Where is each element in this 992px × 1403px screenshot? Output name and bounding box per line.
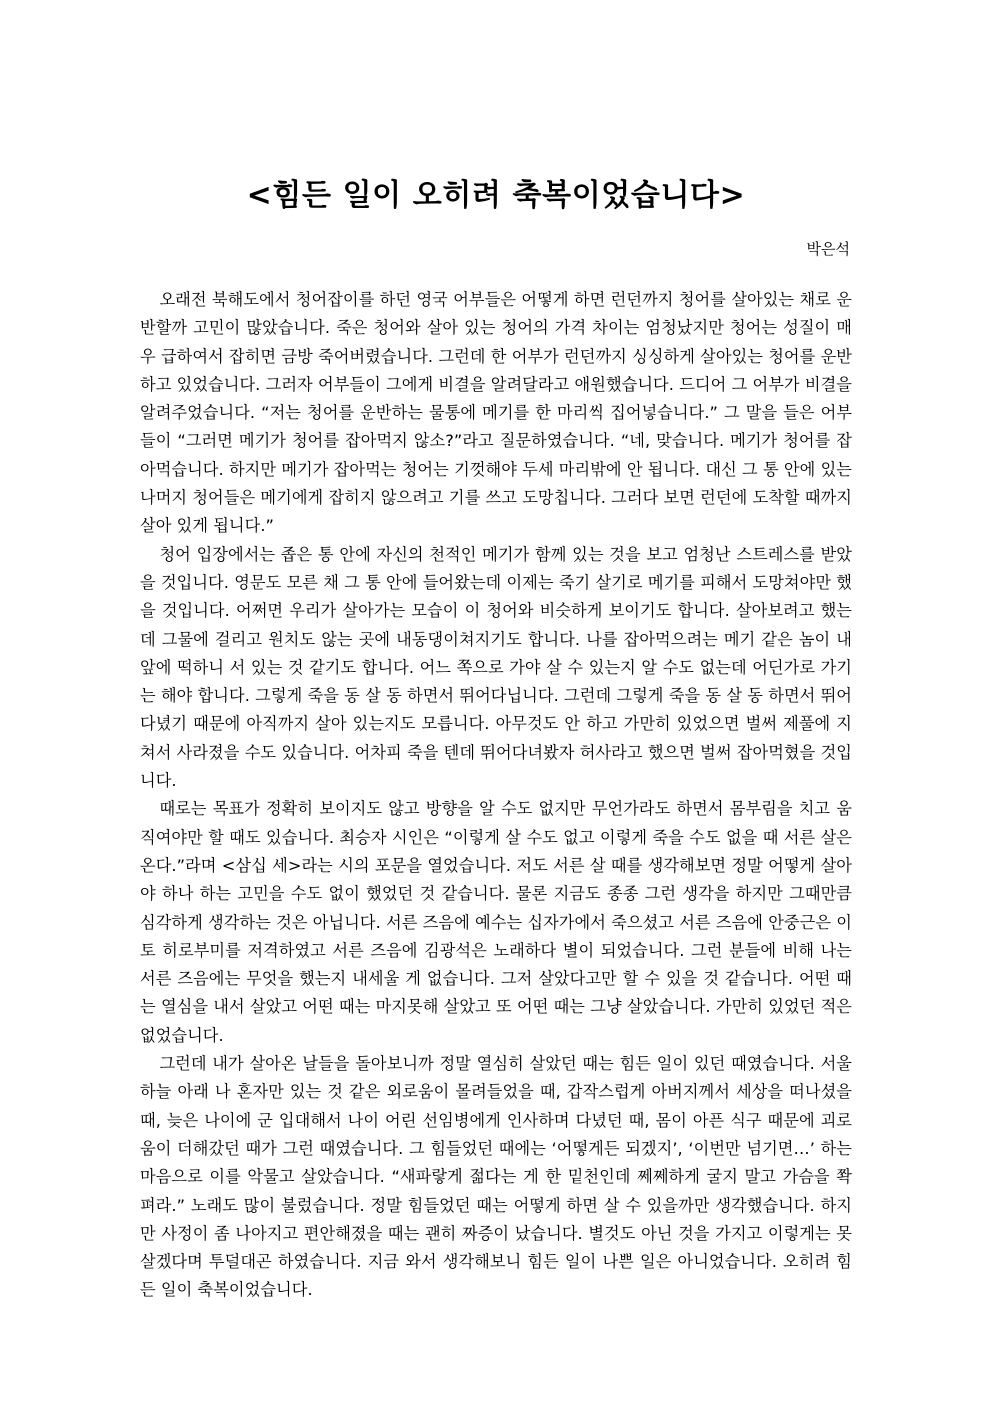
page-title: <힘든 일이 오히려 축복이었습니다> [246,178,746,214]
document-body [140,286,852,1305]
body-paragraph-1: 오래전 북해도에서 청어잡이를 하던 영국 어부들은 어떻게 하면 런던까지 청어를 살아있는 채로 운반할까 고민이 많았습니다. 죽은 청어와 살아 있는 청어의 가격 차이는 엄청났지만 청어는 성질이 매우 급하여서 잡히면 금방 죽어버렸습니다. 그런데 한 어부가 런던까지 싱싱하게 살아있는 청어를 운반하고 있었습니다. 그러자 어부들이 그에게 비결을 알려달라고 애원했습니다. 드디어 그 어부가 비결을 알려주었습니다. “저는 청어를 운반하는 물통에 메기를 한 마리씩 집어넣습니다.” 그 말을 들은 어부들이 “그러면 메기가 청어를 잡아먹지 않소?”라고 질문하였습니다. “네, 맞습니다. 메기가 청어를 잡아먹습니다. 하지만 메기가 잡아먹는 청어는 기껏해야 두세 마리밖에 안 됩니다. 대신 그 통 안에 있는 나머지 청어들은 메기에게 잡히지 않으려고 기를 쓰고 도망칩니다. 그러다 보면 런던에 도착할 때까지 살아 있게 됩니다.” [140,290,852,536]
body-paragraph-2: 청어 입장에서는 좁은 통 안에 자신의 천적인 메기가 함께 있는 것을 보고 엄청난 스트레스를 받았을 것입니다. 영문도 모른 채 그 통 안에 들어왔는데 이제는 죽기 살기로 메기를 피해서 도망쳐야만 했을 것입니다. 어쩌면 우리가 살아가는 모습이 이 청어와 비슷하게 보이기도 합니다. 살아보려고 했는데 그물에 걸리고 원치도 않는 곳에 내동댕이쳐지기도 합니다. 나를 잡아먹으려는 메기 같은 놈이 내 앞에 떡하니 서 있는 것 같기도 합니다. 어느 쪽으로 가야 살 수 있는지 알 수도 없는데 어딘가로 가기는 해야 합니다. 그렇게 죽을 동 살 동 하면서 뛰어다닙니다. 그런데 그렇게 죽을 동 살 동 하면서 뛰어다녔기 때문에 아직까지 살아 있는지도 모릅니다. 아무것도 안 하고 가만히 있었으면 벌써 제풀에 지쳐서 사라졌을 수도 있습니다. 어차피 죽을 텐데 뛰어다녀봤자 허사라고 했으면 벌써 잡아먹혔을 것입니다. [140,544,852,791]
author-byline: 박은석 [806,240,850,258]
body-paragraph-4: 그런데 내가 살아온 날들을 돌아보니까 정말 열심히 살았던 때는 힘든 일이 있던 때였습니다. 서울 하늘 아래 나 혼자만 있는 것 같은 외로움이 몰려들었을 때, 갑작스럽게 아버지께서 세상을 떠나셨을 때, 늦은 나이에 군 입대해서 나이 어린 선임병에게 인사하며 다녔던 때, 몸이 아픈 식구 때문에 괴로움이 더해갔던 때가 그런 때였습니다. 그 힘들었던 때에는 ‘어떻게든 되겠지’, ‘이번만 넘기면…’ 하는 마음으로 이를 악물고 살았습니다. “새파랗게 젊다는 게 한 밑천인데 쩨쩨하게 굴지 말고 가슴을 쫙 펴라.” 노래도 많이 불렀습니다. 정말 힘들었던 때는 어떻게 하면 살 수 있을까만 생각했습니다. 하지만 사정이 좀 나아지고 편안해졌을 때는 괜히 짜증이 났습니다. 별것도 아닌 것을 가지고 이렇게는 못 살겠다며 투덜대곤 하였습니다. 지금 와서 생각해보니 힘든 일이 나쁜 일은 아니었습니다. 오히려 힘든 일이 축복이었습니다. [140,1054,852,1300]
body-paragraph-3: 때로는 목표가 정확히 보이지도 않고 방향을 알 수도 없지만 무언가라도 하면서 몸부림을 치고 움직여야만 할 때도 있습니다. 최승자 시인은 “이렇게 살 수도 없고 이렇게 죽을 수도 없을 때 서른 살은 온다.”라며 <삼십 세>라는 시의 포문을 열었습니다. 저도 서른 살 때를 생각해보면 정말 어떻게 살아야 하나 하는 고민을 수도 없이 했었던 것 같습니다. 물론 지금도 종종 그런 생각을 하지만 그때만큼 심각하게 생각하는 것은 아닙니다. 서른 즈음에 예수는 십자가에서 죽으셨고 서른 즈음에 안중근은 이토 히로부미를 저격하였고 서른 즈음에 김광석은 노래하다 별이 되었습니다. 그런 분들에 비해 나는 서른 즈음에는 무엇을 했는지 내세울 게 없습니다. 그저 살았다고만 할 수 있을 것 같습니다. 어떤 때는 열심을 내서 살았고 어떤 때는 마지못해 살았고 또 어떤 때는 그냥 살았습니다. 가만히 있었던 적은 없었습니다. [140,799,852,1045]
